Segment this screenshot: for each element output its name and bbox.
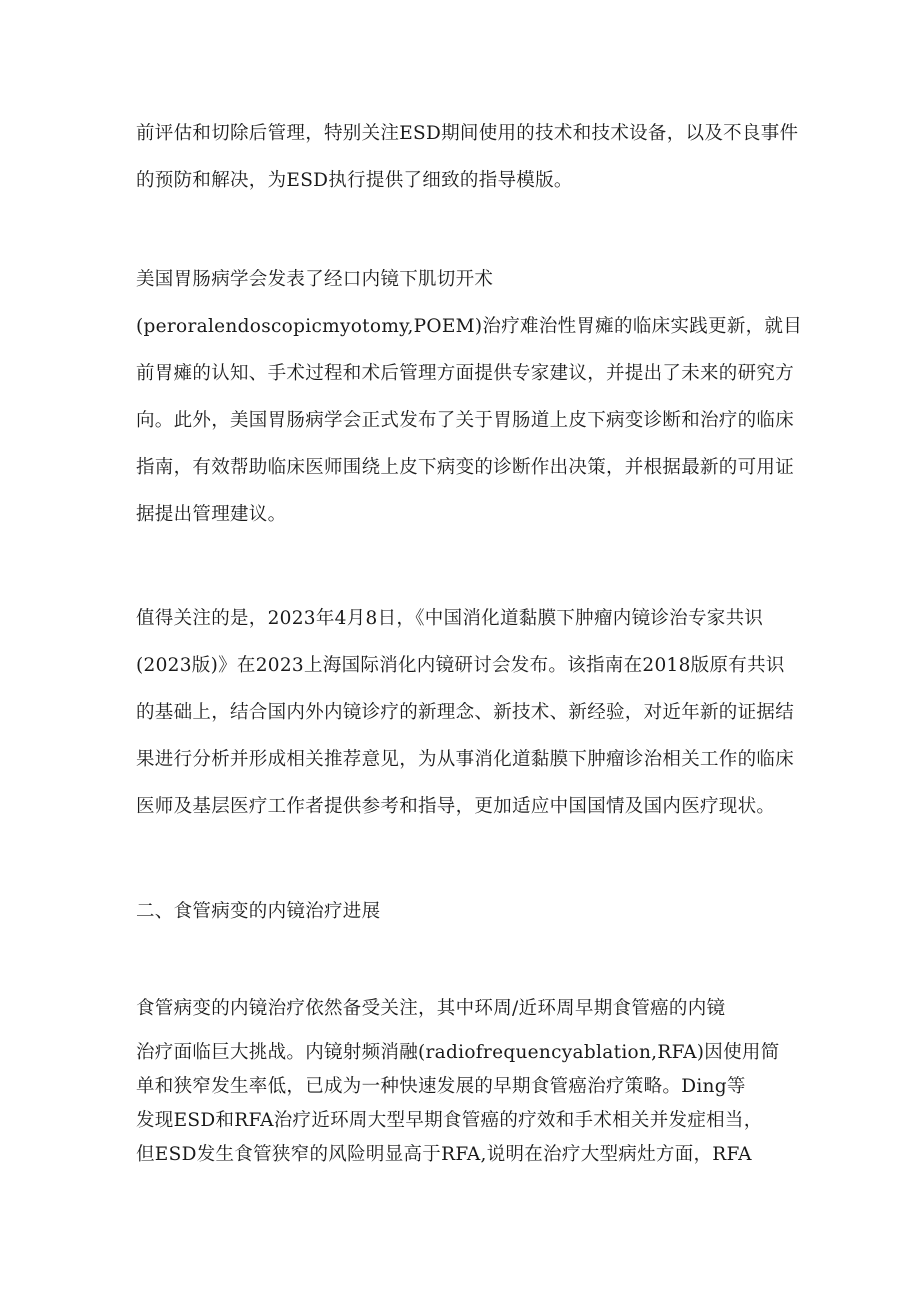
text-line: 指南，有效帮助临床医师围绕上皮下病变的诊断作出决策，并根据最新的可用证 [136,457,795,478]
text-line: (peroralendoscopicmyotomy,POEM)治疗难治性胃瘫的临床实践更新，就目 [136,316,803,337]
text-line: 的基础上，结合国内外内镜诊疗的新理念、新技术、新经验，对近年新的证据结 [136,702,795,723]
section-heading: 二、食管病变的内镜治疗进展 [136,901,381,922]
text-line: 据提出管理建议。 [136,504,287,525]
text-line: 单和狭窄发生率低，已成为一种快速发展的早期食管癌治疗策略。Ding等 [136,1076,746,1097]
text-line: (2023版)》在2023上海国际消化内镜研讨会发布。该指南在2018版原有共识 [136,655,785,676]
text-line: 但ESD发生食管狭窄的风险明显高于RFA,说明在治疗大型病灶方面，RFA [136,1144,752,1165]
text-line: 食管病变的内镜治疗依然备受关注，其中环周/近环周早期食管癌的内镜 [136,998,726,1019]
text-line: 的预防和解决，为ESD执行提供了细致的指导模版。 [136,170,573,191]
text-line: 发现ESD和RFA治疗近环周大型早期食管癌的疗效和手术相关并发症相当， [136,1110,763,1131]
paragraph-poem-update [136,256,803,538]
text-line: 治疗面临巨大挑战。内镜射频消融(radiofrequencyablation,RFA)因使用简 [136,1042,780,1063]
text-line: 医师及基层医疗工作者提供参考和指导，更加适应中国国情及国内医疗现状。 [136,796,776,817]
text-line: 值得关注的是，2023年4月8日，《中国消化道黏膜下肿瘤内镜诊治专家共识 [136,608,764,629]
paragraph-esophageal-treatment [136,985,796,1172]
paragraph-esd-guideline [136,110,799,204]
text-line: 向。此外，美国胃肠病学会正式发布了关于胃肠道上皮下病变诊断和治疗的临床 [136,410,795,431]
text-line: 果进行分析并形成相关推荐意见，为从事消化道黏膜下肿瘤诊治相关工作的临床 [136,749,795,770]
text-line: 前胃瘫的认知、手术过程和术后管理方面提供专家建议，并提出了未来的研究方 [136,363,795,384]
text-line: 美国胃肠病学会发表了经口内镜下肌切开术 [136,269,494,290]
paragraph-consensus-2023 [136,595,796,830]
text-line: 前评估和切除后管理，特别关注ESD期间使用的技术和技术设备，以及不良事件 [136,123,799,144]
